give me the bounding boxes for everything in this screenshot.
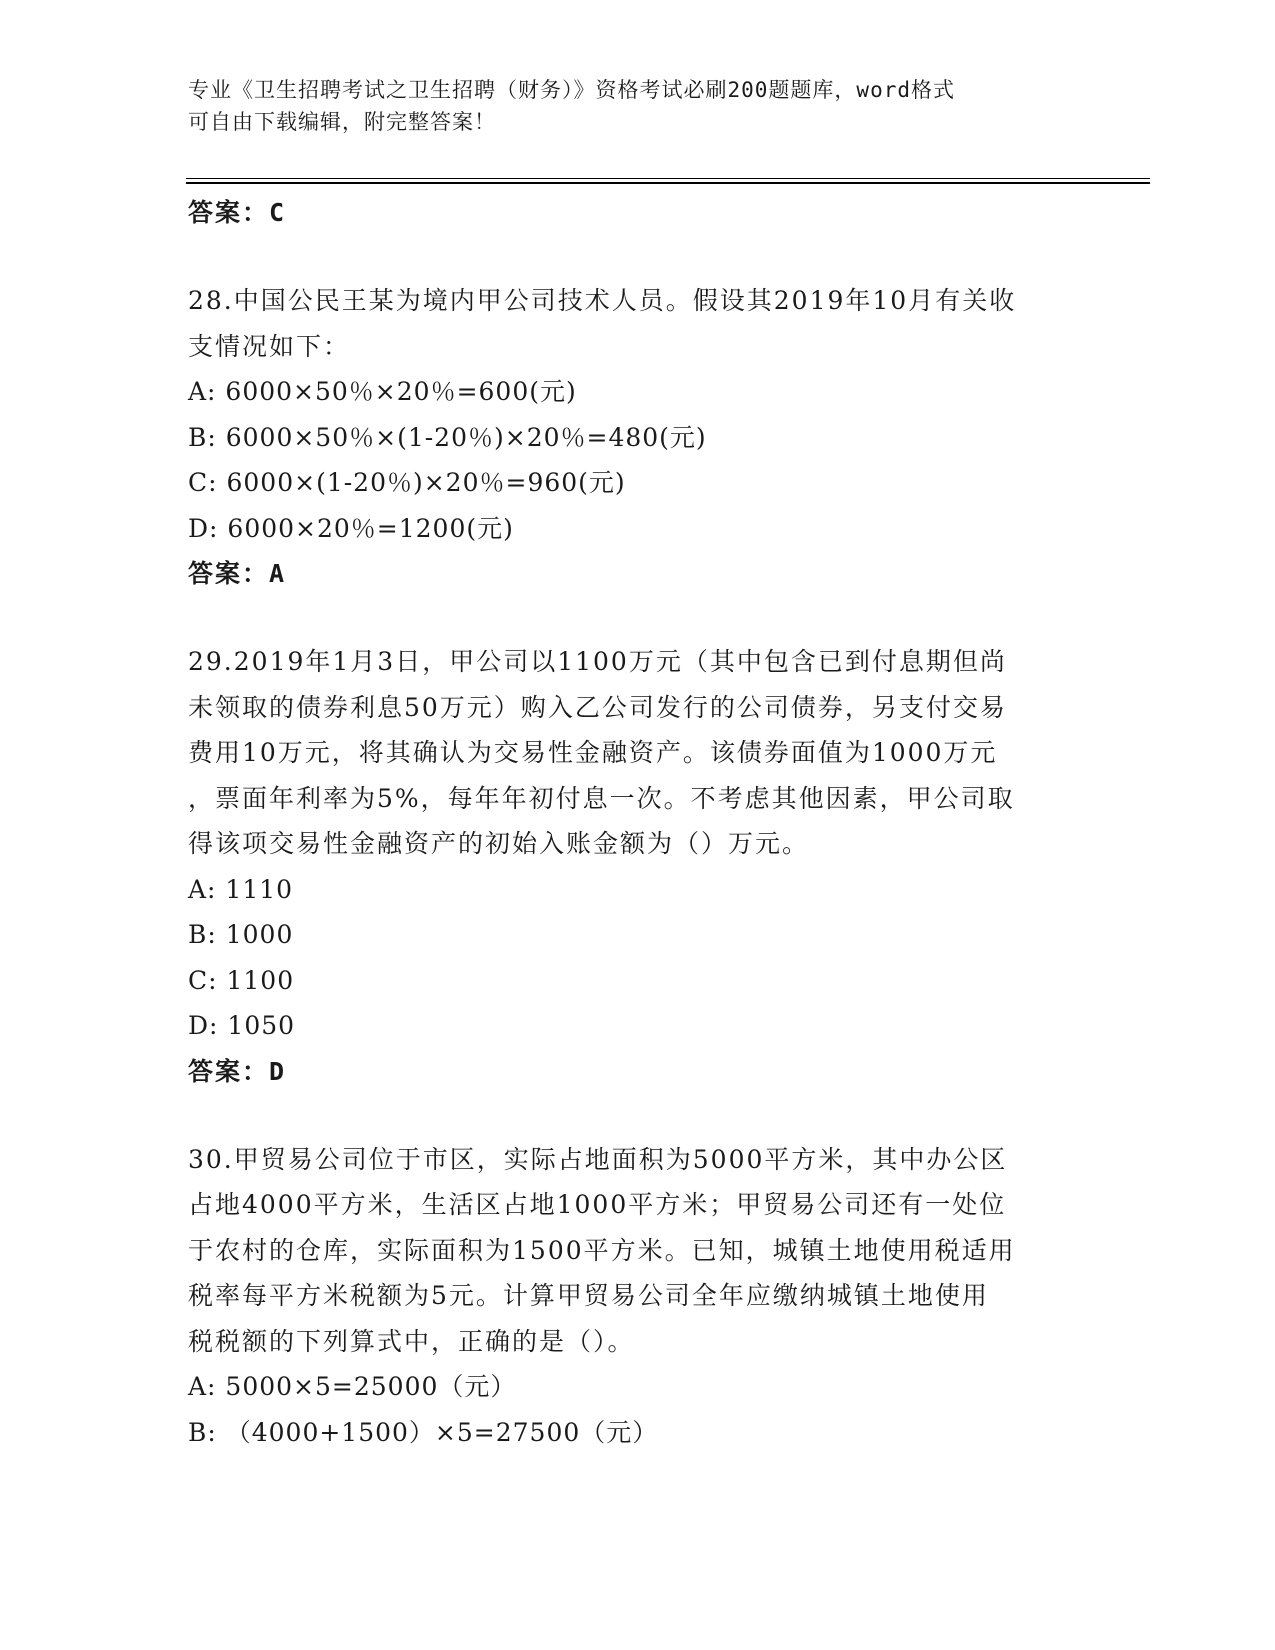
stem-line: 于农村的仓库，实际面积为1500平方米。已知，城镇土地使用税适用	[188, 1235, 1016, 1265]
stem-line: 税税额的下列算式中，正确的是（）。	[188, 1326, 635, 1356]
option-a: A: 6000×50％×20％=600(元)	[188, 377, 577, 406]
stem-line: 28.中国公民王某为境内甲公司技术人员。假设其2019年10月有关收	[188, 286, 1017, 315]
question-stem	[188, 639, 1088, 867]
option-d: D: 6000×20％=1200(元)	[188, 513, 514, 543]
question-stem	[188, 278, 1088, 369]
stem-line: 支情况如下：	[188, 331, 351, 361]
option-c: C: 6000×(1-20％)×20％=960(元)	[188, 468, 626, 497]
header-divider-thick	[186, 182, 1150, 184]
header-divider-thin	[186, 178, 1150, 179]
answer: 答案：A	[188, 559, 287, 588]
option-d: D: 1050	[188, 1011, 296, 1040]
question-29	[188, 639, 1088, 1095]
stem-line: 税率每平方米税额为5元。计算甲贸易公司全年应缴纳城镇土地使用	[188, 1281, 989, 1310]
stem-line: 得该项交易性金融资产的初始入账金额为（）万元。	[188, 829, 810, 858]
stem-line: ，票面年利率为5%，每年年初付息一次。不考虑其他因素，甲公司取	[188, 783, 1015, 813]
question-30	[188, 1137, 1088, 1456]
option-b: B: 6000×50％×(1-20％)×20％=480(元)	[188, 422, 707, 452]
question-28	[188, 278, 1088, 597]
stem-line: 30.甲贸易公司位于市区，实际占地面积为5000平方米，其中办公区	[188, 1144, 1008, 1174]
document-header	[188, 74, 1068, 138]
header-line-2: 可自由下载编辑，附完整答案！	[188, 110, 496, 134]
previous-answer: 答案：C	[188, 198, 287, 227]
stem-line: 占地4000平方米，生活区占地1000平方米；甲贸易公司还有一处位	[188, 1190, 1007, 1219]
header-line-1: 专业《卫生招聘考试之卫生招聘（财务）》资格考试必刷200题题库，word格式	[188, 78, 955, 102]
question-stem	[188, 1137, 1088, 1365]
option-c: C: 1100	[188, 965, 295, 995]
stem-line: 29.2019年1月3日，甲公司以1100万元（其中包含已到付息期但尚	[188, 647, 1007, 676]
stem-line: 未领取的债券利息50万元）购入乙公司发行的公司债券，另支付交易	[188, 692, 1007, 722]
option-b: B: 1000	[188, 920, 294, 949]
option-a: A: 1110	[188, 874, 294, 904]
option-a: A: 5000×5=25000（元）	[188, 1372, 517, 1401]
option-b: B: （4000+1500）×5=27500（元）	[188, 1417, 659, 1447]
document-body	[188, 190, 1088, 1455]
answer: 答案：D	[188, 1056, 287, 1086]
stem-line: 费用10万元，将其确认为交易性金融资产。该债券面值为1000万元	[188, 738, 998, 767]
